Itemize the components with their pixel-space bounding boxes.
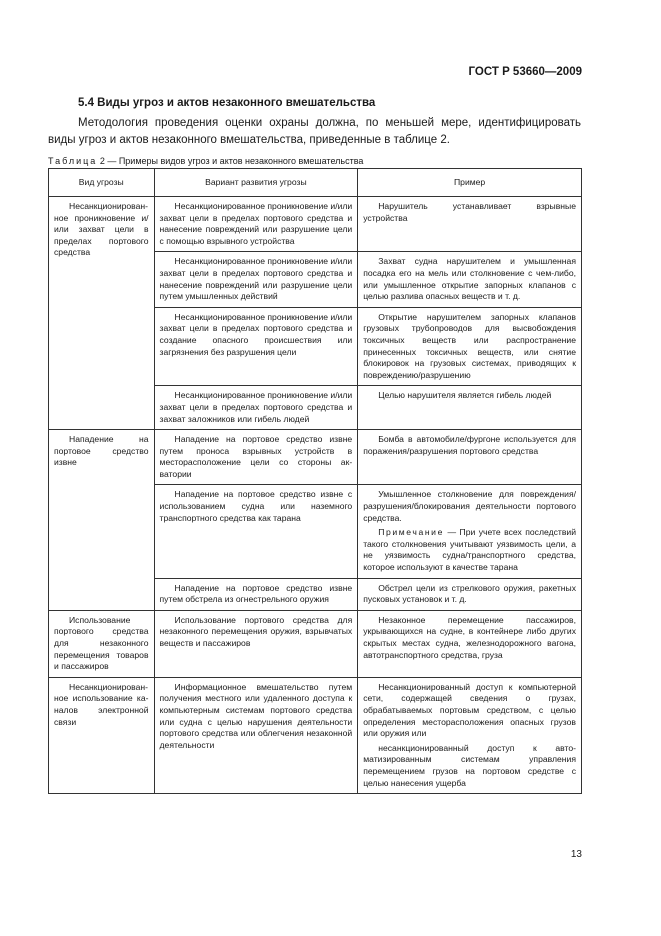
threat-type-cell: Нападение на портовое средство извне bbox=[49, 430, 155, 611]
example-cell bbox=[358, 677, 582, 793]
header-variant: Вариант развития угрозы bbox=[154, 169, 358, 197]
variant-cell: Использование портового средства для незаконного перемещения оружия, взрывчатых веществ и пассажиров bbox=[154, 610, 358, 677]
table-caption bbox=[48, 156, 363, 166]
variant-cell: Несанкционированное проникновение и/или захват цели в пределах портового средства и нанесение повреждений или разрушение цели с помощью взрывного устройства bbox=[154, 197, 358, 252]
variant-cell: Несанкционированное проникновение и/или захват цели в пределах портового средства и создание опасного происшествия или загрязнения без разрушения цели bbox=[154, 307, 358, 386]
header-threat-type: Вид угрозы bbox=[49, 169, 155, 197]
threat-table bbox=[48, 168, 582, 794]
note-text: — При учете всех последствий такого столкновения учитывают уязвимость цели, а не уязвимость судна/транспортного средства, которое используют в качестве тарана bbox=[363, 527, 576, 573]
example-cell: Незаконное перемещение пассажиров, укрывающихся на судне, в контейнере либо других скрытых местах судна, железнодорожного вагона, автотранспортного средства, груза bbox=[358, 610, 582, 677]
variant-cell: Несанкционированное проникновение и/или захват цели в пределах портового средства и нанесение повреждений или разрушение цели путем умышленных действий bbox=[154, 252, 358, 307]
threat-type-cell: Несанкционированное использование каналов электронной связи bbox=[49, 677, 155, 793]
section-intro: Методология проведения оценки охраны должна, по меньшей мере, идентифицировать виды угроз и актов незаконного вмешательства, приведенные в таблице 2. bbox=[48, 117, 581, 146]
example-note bbox=[363, 527, 576, 573]
table-caption-text: 2 — Примеры видов угроз и актов незаконного вмешательства bbox=[99, 156, 364, 166]
table-row bbox=[49, 197, 582, 252]
example-cell: Захват судна нарушителем и умышленная посадка его на мель или столкновение с чем-либо, или умышленное открытие запорных клапанов с целью разлива опасных веществ и т. д. bbox=[358, 252, 582, 307]
example-cell: Нарушитель устанавливает взрывные устройства bbox=[358, 197, 582, 252]
header-example: Пример bbox=[358, 169, 582, 197]
example-cell: Бомба в автомобиле/фургоне используется для поражения/разрушения портового средства bbox=[358, 430, 582, 485]
example-cell: Целью нарушителя является гибель людей bbox=[358, 386, 582, 430]
example-text-extra: несанкционированный доступ к автоматизированным системам управления перемещением грузов на портовом средстве с целью нанесения ущерба bbox=[363, 742, 576, 788]
table-caption-label: Таблица bbox=[48, 156, 98, 166]
variant-cell: Нападение на портовое средство извне с использованием судна или наземного транспортного средства как тарана bbox=[154, 485, 358, 578]
example-cell: Открытие нарушителем запорных клапанов грузовых трубопроводов для высвобождения токсичных веществ или распространение принесенных токсичных веществ, или снятие блокировок на грузовых системах, приводящих к повреждению/разрушению bbox=[358, 307, 582, 386]
table-row bbox=[49, 430, 582, 485]
page-number: 13 bbox=[570, 849, 582, 860]
variant-cell: Несанкционированное проникновение и/или захват цели в пределах портового средства и захват заложников или гибель людей bbox=[154, 386, 358, 430]
example-cell: Обстрел цели из стрелкового оружия, ракетных пусковых установок и т. д. bbox=[358, 578, 582, 610]
table-row bbox=[49, 677, 582, 793]
standard-id: ГОСТ Р 53660—2009 bbox=[468, 66, 582, 78]
table-header-row bbox=[49, 169, 582, 197]
example-text: Умышленное столкновение для повреждения/разрушения/блокирования деятельности портового средства. bbox=[363, 489, 576, 523]
threat-type-cell: Использование портового средства для незаконного перемещения товаров и пассажиров bbox=[49, 610, 155, 677]
example-cell bbox=[358, 485, 582, 578]
section-heading: 5.4 Виды угроз и актов незаконного вмешательства bbox=[78, 97, 376, 109]
threat-type-cell: Несанкционированное проникновение и/или захват цели в пределах портового средства bbox=[49, 197, 155, 430]
note-label: Примечание bbox=[378, 527, 444, 538]
variant-cell: Информационное вмешательство путем получения местного или удаленного доступа к компьютерным системам портового средства или судна с целью нарушения деятельности портового средства или облегчения незаконной деятельности bbox=[154, 677, 358, 793]
variant-cell: Нападение на портовое средство извне путем проноса взрывных устройств в месторасположение цели со стороны акватории bbox=[154, 430, 358, 485]
table-row bbox=[49, 610, 582, 677]
variant-cell: Нападение на портовое средство извне путем обстрела из огнестрельного оружия bbox=[154, 578, 358, 610]
example-text: Несанкционированный доступ к компьютерной сети, содержащей сведения о грузах, обрабатываемых портовым средством, с целью определения месторасположения опасных грузов или оружия или bbox=[363, 681, 576, 739]
